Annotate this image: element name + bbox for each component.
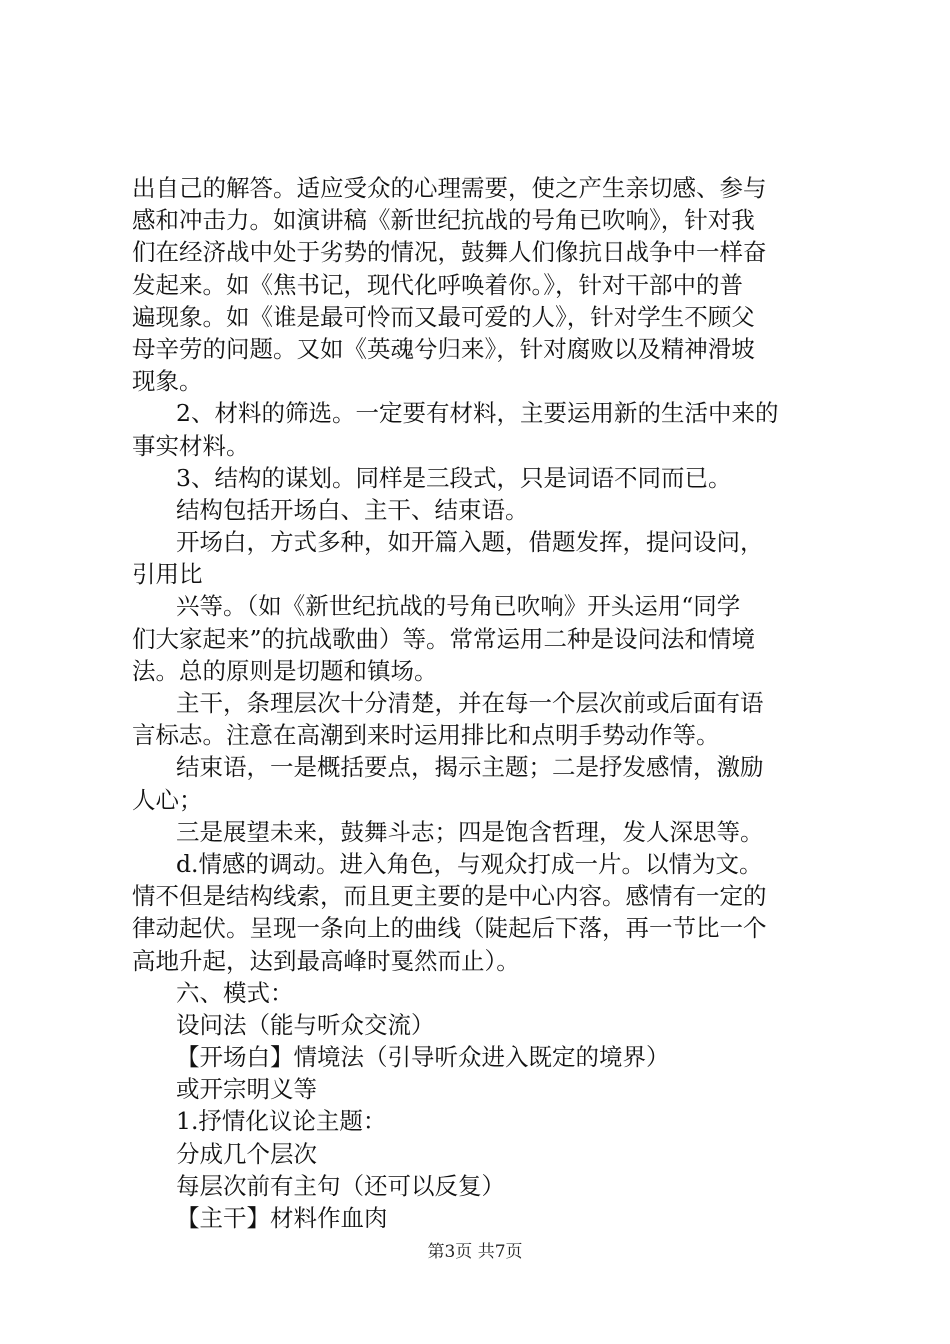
text-line: 情不但是结构线索，而且更主要的是中心内容。感情有一定的 (132, 882, 767, 911)
text-line: 人心； (132, 785, 203, 814)
text-line: 三是展望未来，鼓舞斗志；四是饱含哲理，发人深思等。 (176, 817, 764, 846)
text-line: 六、模式： (176, 978, 294, 1007)
text-line: 感和冲击力。如演讲稿《新世纪抗战的号角已吹响》，针对我 (132, 206, 755, 235)
text-line: 主干，条理层次十分清楚，并在每一个层次前或后面有语 (176, 689, 764, 717)
page-footer: 第3页 共7页 (427, 1242, 523, 1262)
text-line: 们大家起来”的抗战歌曲）等。常常运用二种是设问法和情境 (132, 624, 756, 653)
document-body (132, 172, 832, 1234)
text-line: 母辛劳的问题。又如《英魂兮归来》，针对腐败以及精神滑坡 (132, 334, 755, 363)
text-line: 出自己的解答。适应受众的心理需要，使之产生亲切感、参与 (132, 174, 767, 202)
text-line: 律动起伏。呈现一条向上的曲线（陡起后下落，再一节比一个 (132, 914, 767, 943)
text-line: 结构包括开场白、主干、结束语。 (176, 495, 529, 524)
text-line: 设问法（能与听众交流） (176, 1010, 435, 1039)
text-line: 或开宗明义等 (176, 1075, 317, 1104)
text-line: 【开场白】情境法（引导听众进入既定的境界） (176, 1043, 670, 1072)
text-line: 每层次前有主句（还可以反复） (176, 1171, 505, 1200)
text-line: 遍现象。如《谁是最可怜而又最可爱的人》，针对学生不顾父 (132, 302, 755, 331)
text-line: 言标志。注意在高潮到来时运用排比和点明手势动作等。 (132, 721, 720, 750)
text-line: 现象。 (132, 367, 203, 396)
text-line: 发起来。如《焦书记，现代化呼唤着你。》，针对干部中的普 (132, 270, 743, 299)
text-line: 开场白，方式多种，如开篇入题，借题发挥，提问设问， (176, 528, 764, 557)
text-line: 们在经济战中处于劣势的情况，鼓舞人们像抗日战争中一样奋 (132, 238, 767, 267)
text-line: 2、材料的筛选。一定要有材料，主要运用新的生活中来的 (176, 399, 779, 428)
text-line: 引用比 (132, 560, 203, 589)
text-line: 法。总的原则是切题和镇场。 (132, 656, 438, 685)
text-line: 分成几个层次 (176, 1139, 317, 1168)
text-line: 高地升起，达到最高峰时戛然而止）。 (132, 946, 520, 975)
text-line: 1.抒情化议论主题： (176, 1107, 387, 1136)
text-line: d.情感的调动。进入角色，与观众打成一片。以情为文。 (176, 849, 763, 878)
text-line: 3、结构的谋划。同样是三段式，只是词语不同而已。 (176, 463, 732, 492)
text-line: 结束语，一是概括要点，揭示主题；二是抒发感情，激励 (176, 753, 764, 782)
text-line: 兴等。（如《新世纪抗战的号角已吹响》开头运用“同学 (176, 592, 741, 621)
text-line: 事实材料。 (132, 431, 250, 460)
text-line: 【主干】材料作血肉 (176, 1204, 388, 1232)
